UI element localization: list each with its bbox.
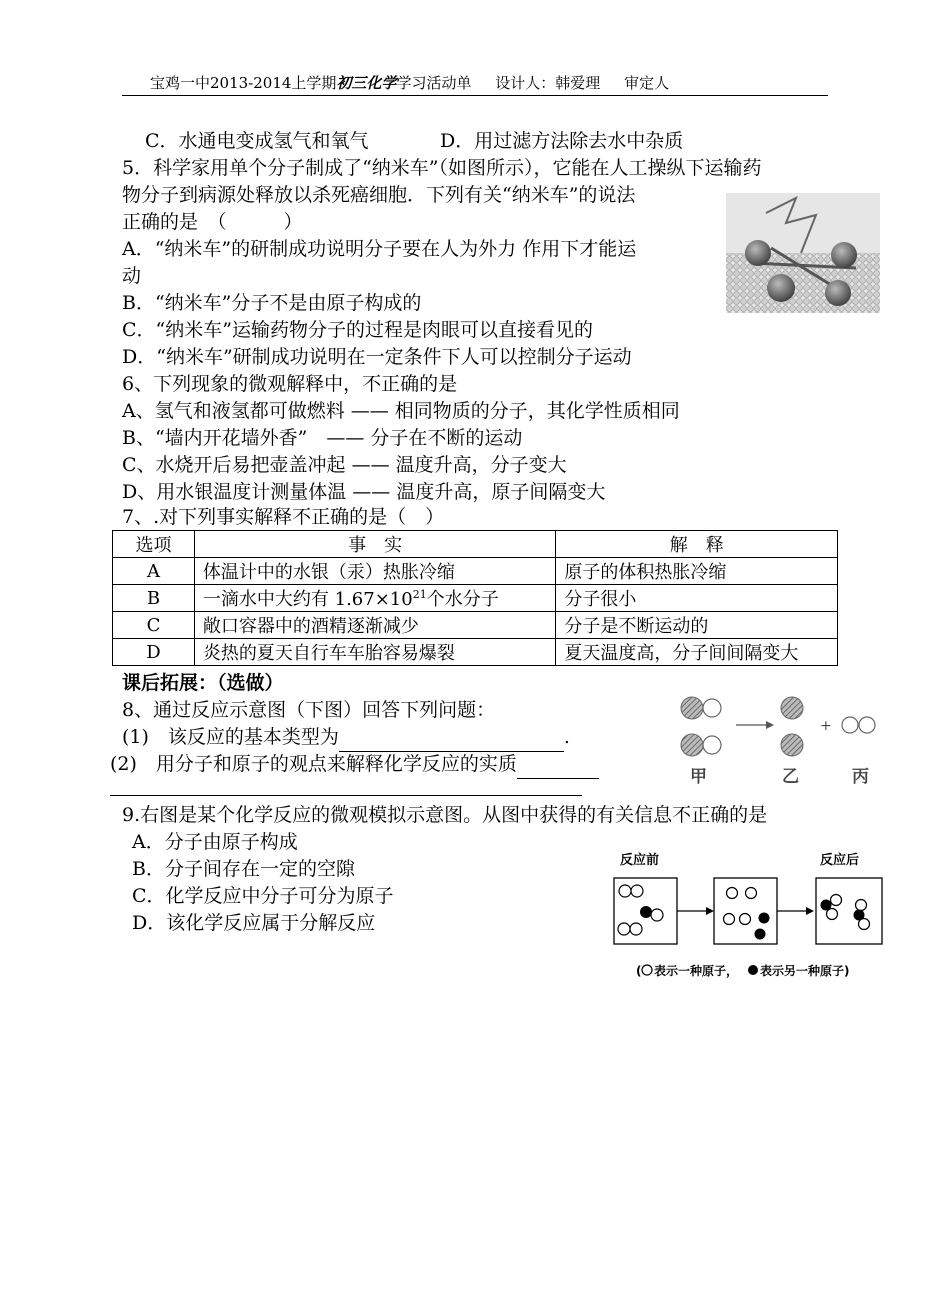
row-option: B bbox=[113, 585, 195, 612]
table-row bbox=[113, 585, 838, 612]
table-header-fact: 事 实 bbox=[194, 531, 556, 558]
row-option: D bbox=[113, 639, 195, 666]
q9-reaction-diagram bbox=[608, 848, 898, 986]
box-middle bbox=[714, 878, 777, 944]
row-fact-unit: 个水分子 bbox=[426, 589, 499, 610]
row-explanation: 夏天温度高，分子间间隔变大 bbox=[556, 639, 838, 666]
table-row bbox=[113, 612, 838, 639]
table-header-option: 选项 bbox=[113, 531, 195, 558]
nanocar-image bbox=[726, 193, 880, 313]
extension-heading: 课后拓展：（选做） bbox=[122, 672, 284, 694]
table-row bbox=[113, 639, 838, 666]
q8-answer-line bbox=[110, 795, 582, 796]
header-sheet-title: 学习活动单 bbox=[396, 74, 472, 92]
header-reviewer: 审定人 bbox=[624, 74, 670, 92]
q8-part2 bbox=[110, 751, 599, 779]
diagram-legend bbox=[636, 963, 850, 978]
white-atom-icon bbox=[642, 965, 652, 975]
q5-stem-line1: 5．科学家用单个分子制成了“纳米车”（如图所示），它能在人工操纵下运输药 bbox=[122, 157, 762, 179]
q7-table bbox=[112, 530, 838, 666]
legend-white-atom-text: 表示一种原子， bbox=[654, 964, 739, 978]
reaction-arrow bbox=[736, 721, 774, 729]
q9-option-c: C．化学反应中分子可分为原子 bbox=[132, 885, 394, 907]
row-fact: 敞口容器中的酒精逐渐减少 bbox=[194, 612, 556, 639]
q8-part2-answer-blank[interactable] bbox=[517, 751, 599, 779]
row-fact-text: 一滴水中大约有 1.67×10 bbox=[202, 589, 413, 610]
label-after-reaction: 反应后 bbox=[820, 853, 860, 868]
row-explanation: 分子是不断运动的 bbox=[556, 612, 838, 639]
header-subject: 初三化学 bbox=[336, 74, 397, 92]
q6-stem: 6、下列现象的微观解释中，不正确的是 bbox=[122, 373, 458, 395]
page-header bbox=[150, 72, 669, 93]
q5-option-a-line2: 动 bbox=[122, 265, 142, 287]
q8-stem: 8、通过反应示意图（下图）回答下列问题： bbox=[122, 699, 496, 721]
q9-option-b: B．分子间存在一定的空隙 bbox=[132, 858, 355, 880]
label-before-reaction: 反应前 bbox=[620, 853, 660, 868]
q5-stem-line3: 正确的是 （ ） bbox=[122, 211, 303, 233]
q5-option-b: B．“纳米车”分子不是由原子构成的 bbox=[122, 292, 422, 314]
q5-option-c: C．“纳米车”运输药物分子的过程是肉眼可以直接看见的 bbox=[122, 319, 593, 341]
q9-option-d: D．该化学反应属于分解反应 bbox=[132, 912, 376, 934]
q5-option-a-line1: A．“纳米车”的研制成功说明分子要在人为外力 作用下才能运 bbox=[122, 238, 637, 260]
q6-option-b: B、“墙内开花墙外香” —— 分子在不断的运动 bbox=[122, 427, 523, 449]
q8-part1-answer-blank[interactable] bbox=[339, 724, 564, 752]
q5-option-d: D．“纳米车”研制成功说明在一定条件下人可以控制分子运动 bbox=[122, 346, 632, 368]
row-fact-exponent: 21 bbox=[412, 588, 427, 601]
q9-option-a: A．分子由原子构成 bbox=[132, 831, 298, 853]
plus-sign: + bbox=[820, 718, 832, 734]
row-option: A bbox=[113, 558, 195, 585]
q9-stem: 9.右图是某个化学反应的微观模拟示意图。从图中获得的有关信息不正确的是 bbox=[122, 804, 768, 826]
row-fact: 体温计中的水银（汞）热胀冷缩 bbox=[194, 558, 556, 585]
q6-option-a: A、氢气和液氢都可做燃料 —— 相同物质的分子，其化学性质相同 bbox=[122, 400, 680, 422]
reactant-molecules bbox=[681, 697, 721, 756]
q6-option-c: C、水烧开后易把壶盖冲起 —— 温度升高，分子变大 bbox=[122, 454, 567, 476]
q8-part2-text: (2) 用分子和原子的观点来解释化学反应的实质 bbox=[110, 753, 517, 775]
product-molecule bbox=[842, 717, 875, 733]
legend-open-paren: ( bbox=[636, 964, 642, 978]
product-atoms bbox=[781, 697, 803, 756]
q8-reaction-diagram bbox=[670, 690, 890, 790]
header-rule bbox=[122, 95, 828, 96]
row-option: C bbox=[113, 612, 195, 639]
header-school-term: 宝鸡一中2013-2014上学期 bbox=[150, 74, 337, 92]
label-bing: 丙 bbox=[852, 767, 869, 787]
q8-part1 bbox=[122, 724, 570, 752]
table-header-row bbox=[113, 531, 838, 558]
black-atom-icon bbox=[748, 965, 758, 975]
table-header-explanation: 解 释 bbox=[556, 531, 838, 558]
box-after bbox=[816, 878, 882, 944]
table-row bbox=[113, 558, 838, 585]
header-designer: 设计人：韩爱理 bbox=[495, 74, 601, 92]
q4-option-c: C．水通电变成氢气和氧气 bbox=[145, 130, 369, 152]
label-jia: 甲 bbox=[690, 767, 707, 787]
q8-part1-text: (1) 该反应的基本类型为 bbox=[122, 726, 339, 748]
label-yi: 乙 bbox=[782, 767, 799, 787]
q8-part1-period: . bbox=[563, 726, 570, 748]
q6-option-d: D、用水银温度计测量体温 —— 温度升高，原子间隔变大 bbox=[122, 481, 606, 503]
q4-option-d: D．用过滤方法除去水中杂质 bbox=[440, 130, 684, 152]
row-fact: 炎热的夏天自行车车胎容易爆裂 bbox=[194, 639, 556, 666]
row-explanation: 原子的体积热胀冷缩 bbox=[556, 558, 838, 585]
legend-black-atom-text: 表示另一种原子) bbox=[760, 964, 850, 978]
q7-stem: 7、.对下列事实解释不正确的是（ ） bbox=[122, 506, 445, 528]
q5-stem-line2: 物分子到病源处释放以杀死癌细胞．下列有关“纳米车”的说法 bbox=[122, 184, 636, 206]
row-fact bbox=[194, 585, 556, 612]
row-explanation: 分子很小 bbox=[556, 585, 838, 612]
